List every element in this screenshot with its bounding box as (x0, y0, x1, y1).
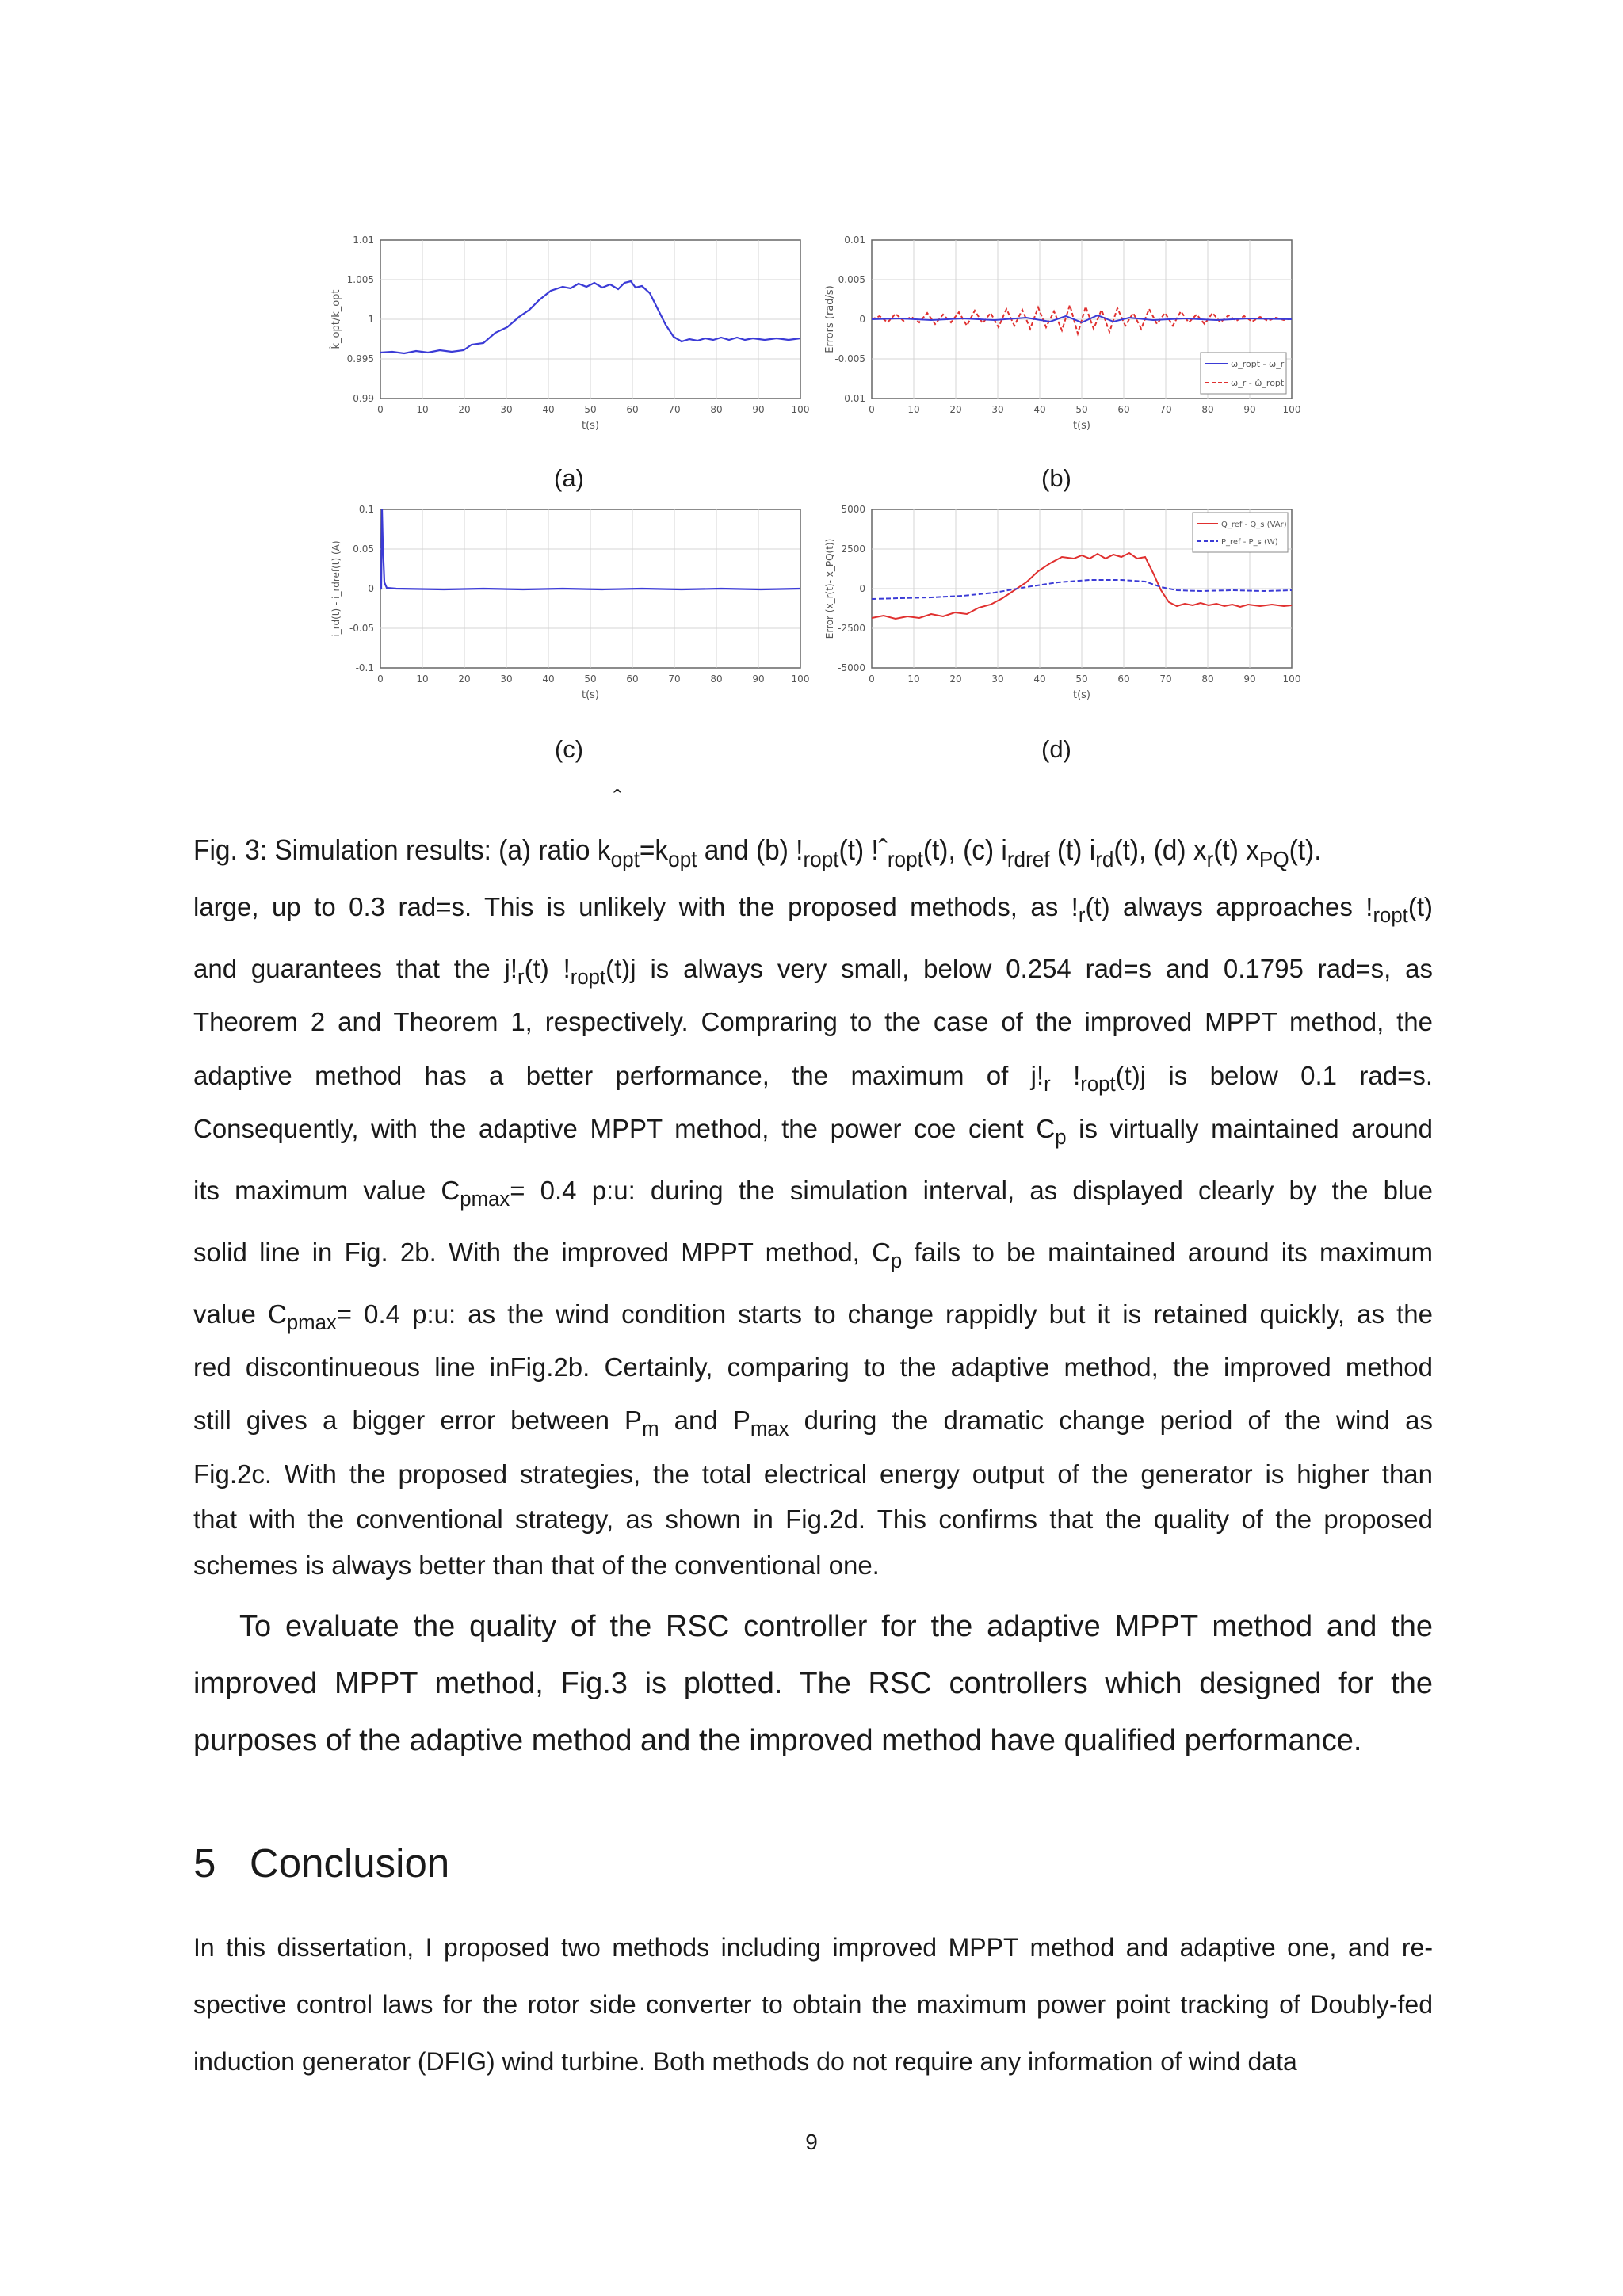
legend-entry: Q_ref - Q_s (VAr) (1221, 521, 1287, 529)
panel-c-label: (c) (554, 735, 584, 763)
ytick: 0.995 (346, 353, 374, 364)
text-line: In this dissertation, I proposed two methods including improved MPPT method and adaptive one, and re- (193, 1933, 1433, 1962)
y-tick-labels (834, 235, 865, 404)
svg-text:10: 10 (416, 673, 429, 685)
svg-text:-0.01: -0.01 (840, 393, 865, 404)
x-tick-labels (377, 404, 809, 415)
caption-hat: ˆ (613, 786, 621, 812)
svg-text:60: 60 (626, 404, 639, 415)
svg-text:100: 100 (791, 404, 810, 415)
svg-text:80: 80 (710, 673, 723, 685)
x-tick-labels (869, 404, 1300, 415)
x-axis-label: t(s) (581, 689, 600, 701)
svg-text:50: 50 (584, 673, 597, 685)
svg-text:90: 90 (752, 404, 765, 415)
svg-text:0: 0 (859, 583, 865, 594)
text-line: Fig.2c. With the proposed strategies, the total electrical energy output of the generator is higher than (193, 1459, 1433, 1489)
svg-text:70: 70 (668, 673, 681, 685)
text-line: its maximum value $C_{pmax}= 0.4$ p:u: during the simulation interval, as displayed clearly by the blue (193, 1176, 1433, 1211)
figure-caption: Fig. 3: Simulation results: (a) ratio $k_{opt}=k_{opt}$ and (b) $!_{ropt}(t)$ !ˆ$_{ropt}$(t), (c) $i_{rdref}$ (t) $i_{rd}(t)$, (d) $x_r(t)$ $x_{PQ}(t)$. (193, 833, 1322, 871)
svg-text:-2500: -2500 (838, 623, 865, 634)
svg-text:20: 20 (949, 404, 962, 415)
panel-d (820, 503, 1308, 709)
svg-text:-0.05: -0.05 (349, 623, 374, 634)
legend (1201, 353, 1286, 394)
svg-text:2500: 2500 (841, 543, 865, 555)
svg-text:10: 10 (907, 404, 920, 415)
svg-text:30: 30 (991, 404, 1004, 415)
panel-a (325, 234, 812, 440)
svg-text:80: 80 (1201, 673, 1214, 685)
svg-text:90: 90 (1243, 673, 1256, 685)
svg-text:70: 70 (668, 404, 681, 415)
y-tick-labels (838, 504, 865, 673)
ytick: 1.01 (353, 235, 374, 246)
text-line: and guarantees that the $j!_r(t)$ $!_{ropt}(t)j$ is always very small, below 0.254 rad=s and 0.1795 rad=s, as (193, 954, 1433, 990)
text-line: red discontinueous line inFig.2b. Certainly, comparing to the adaptive method, the improved method (193, 1352, 1433, 1382)
svg-text:30: 30 (500, 673, 513, 685)
panel-a-label: (a) (554, 464, 584, 492)
y-axis-label: k̂_opt/k_opt (330, 289, 342, 349)
svg-text:80: 80 (710, 404, 723, 415)
ytick: 0.99 (353, 393, 374, 404)
text-line: adaptive method has a better performance, the maximum of $j!_r$ $!_{ropt}(t)j$ is below 0.1 rad=s. (193, 1061, 1434, 1097)
svg-text:0.1: 0.1 (358, 504, 374, 515)
y-axis-label: Errors (rad/s) (824, 285, 836, 353)
svg-text:20: 20 (949, 673, 962, 685)
svg-text:30: 30 (991, 673, 1004, 685)
svg-text:60: 60 (626, 673, 639, 685)
svg-text:40: 40 (542, 404, 555, 415)
svg-text:50: 50 (1075, 673, 1088, 685)
ytick: 1.005 (346, 274, 374, 285)
text-line: that with the conventional strategy, as shown in Fig.2d. This confirms that the quality of the proposed (193, 1505, 1433, 1534)
svg-text:20: 20 (458, 404, 471, 415)
svg-text:70: 70 (1159, 673, 1172, 685)
svg-text:60: 60 (1117, 404, 1130, 415)
svg-text:0.01: 0.01 (844, 235, 865, 246)
text-line: purposes of the adaptive method and the improved method have qualified performance. (193, 1724, 1362, 1757)
svg-text:-0.005: -0.005 (834, 353, 865, 364)
svg-text:0: 0 (377, 673, 384, 685)
svg-text:100: 100 (791, 673, 810, 685)
text-line: schemes is always better than that of the conventional one. (193, 1550, 880, 1580)
y-tick-labels (349, 504, 374, 673)
svg-text:10: 10 (416, 404, 429, 415)
text-line: still gives a bigger error between $P_m$ and $P_{max}$ during the dramatic change period of the wind as (193, 1405, 1434, 1441)
x-axis-label: t(s) (1072, 420, 1091, 432)
legend-entry: ω_ropt - ω_r (1231, 359, 1285, 369)
ytick: 1 (368, 314, 374, 325)
legend-entry: ω_r - ω̂_ropt (1231, 378, 1285, 388)
svg-text:0: 0 (869, 673, 875, 685)
panel-b (820, 234, 1308, 440)
svg-text:0: 0 (368, 583, 374, 594)
panel-b-label: (b) (1041, 464, 1071, 492)
svg-text:90: 90 (1243, 404, 1256, 415)
svg-text:70: 70 (1159, 404, 1172, 415)
panel-a-svg (325, 234, 812, 440)
svg-text:-5000: -5000 (838, 662, 865, 673)
svg-text:100: 100 (1282, 404, 1301, 415)
svg-text:10: 10 (907, 673, 920, 685)
panel-d-label: (d) (1041, 735, 1071, 763)
panel-b-svg (820, 234, 1308, 440)
y-axis-label: i_rd(t) - i_rdref(t) (A) (330, 540, 342, 637)
panel-c-svg (325, 503, 812, 709)
x-axis-label: t(s) (581, 420, 600, 432)
panel-d-svg (820, 503, 1308, 709)
legend (1193, 513, 1288, 552)
svg-text:50: 50 (584, 404, 597, 415)
text-line: Theorem 2 and Theorem 1, respectively. Compraring to the case of the improved MPPT method, the (193, 1007, 1433, 1036)
svg-text:0: 0 (377, 404, 384, 415)
svg-text:0.05: 0.05 (353, 543, 374, 555)
svg-text:30: 30 (500, 404, 513, 415)
svg-text:40: 40 (542, 673, 555, 685)
text-line: solid line in Fig. 2b. With the improved MPPT method, $C_p$ fails to be maintained around its maximum (193, 1238, 1434, 1273)
text-line: value $C_{pmax}= 0.4$ p:u: as the wind condition starts to change rappidly but it is retained quickly, as the (193, 1299, 1434, 1335)
svg-text:40: 40 (1033, 404, 1046, 415)
x-tick-labels (869, 673, 1300, 685)
x-tick-labels (377, 673, 809, 685)
text-line: spective control laws for the rotor side converter to obtain the maximum power point tracking of Doubly-fed (193, 1990, 1433, 2019)
section-heading: 5 Conclusion (193, 1840, 450, 1886)
text-line: large, up to 0.3 rad=s. This is unlikely with the proposed methods, as $!_r(t)$ always approaches $!_{ropt}(t)$ (193, 892, 1433, 928)
panel-c (325, 503, 812, 709)
text-line: To evaluate the quality of the RSC controller for the adaptive MPPT method and the (239, 1610, 1433, 1643)
svg-text:80: 80 (1201, 404, 1214, 415)
svg-text:-0.1: -0.1 (355, 662, 374, 673)
svg-text:20: 20 (458, 673, 471, 685)
text-line: improved MPPT method, Fig.3 is plotted. The RSC controllers which designed for the (193, 1667, 1433, 1700)
page-number: 9 (805, 2130, 818, 2154)
svg-text:40: 40 (1033, 673, 1046, 685)
svg-text:50: 50 (1075, 404, 1088, 415)
text-line: Consequently, with the adaptive MPPT method, the power coe cient $C_p$ is virtually maintained around (193, 1114, 1433, 1150)
svg-text:100: 100 (1282, 673, 1301, 685)
legend-entry: P_ref - P_s (W) (1221, 538, 1278, 547)
svg-text:0.005: 0.005 (838, 274, 865, 285)
svg-text:0: 0 (859, 314, 865, 325)
y-tick-labels (347, 235, 374, 404)
y-axis-label: Error (x_r(t)- x_PQ(t)) (824, 538, 835, 639)
x-axis-label: t(s) (1072, 689, 1091, 701)
svg-text:90: 90 (752, 673, 765, 685)
text-line: induction generator (DFIG) wind turbine. Both methods do not require any information of wind data (193, 2047, 1297, 2076)
svg-text:0: 0 (869, 404, 875, 415)
svg-text:60: 60 (1117, 673, 1130, 685)
svg-text:5000: 5000 (841, 504, 865, 515)
